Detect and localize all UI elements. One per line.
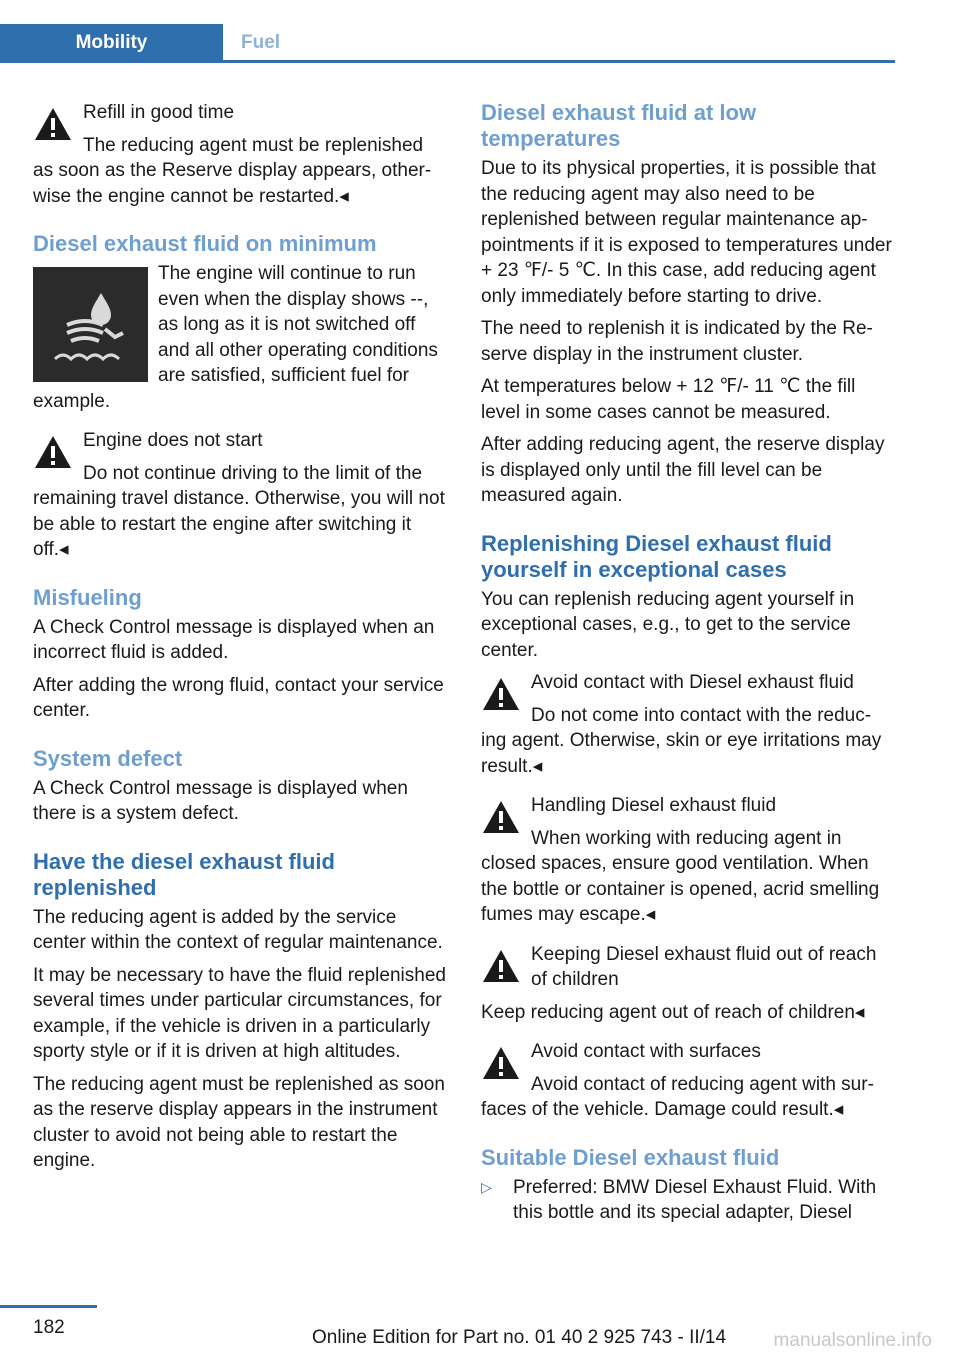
warning-body: Avoid contact of reducing agent with sur- — [531, 1073, 874, 1095]
paragraph: You can replenish reducing agent yourself in exceptional cases, e.g., to get to the service center. — [481, 588, 855, 661]
page-number: 182 — [33, 1317, 65, 1338]
paragraph: After adding the wrong fluid, contact your service center. — [33, 674, 444, 721]
list-item-text: Preferred: BMW Diesel Exhaust Fluid. With this bottle and its special adapter, Diesel — [513, 1176, 877, 1223]
warning-triangle-icon — [481, 1045, 521, 1081]
warning-title: Avoid contact with surfaces — [531, 1041, 761, 1062]
warning-avoid-contact — [481, 670, 895, 779]
warning-body-rest: remaining travel distance. Otherwise, you will not be able to restart the engine after switching it off.◂ — [33, 488, 445, 560]
warning-body: When working with reducing agent in — [531, 827, 842, 849]
warning-children — [481, 942, 895, 1026]
edition-note: Online Edition for Part no. 01 40 2 925 743 - II/14 — [312, 1327, 727, 1348]
warning-triangle-icon — [33, 434, 73, 470]
warning-title: Engine does not start — [83, 430, 263, 451]
warning-body-rest: closed spaces, ensure good ventilation. When the bottle or container is opened, acrid smelling fumes may escape.◂ — [481, 853, 880, 925]
warning-body: Do not continue driving to the limit of the — [83, 462, 423, 484]
paragraph: The reducing agent must be replenished as soon as the reserve display appears in the instrument cluster to avoid not being able to restart the engine. — [33, 1073, 445, 1171]
paragraph: After adding reducing agent, the reserve display is displayed only until the fill level can be measured again. — [481, 434, 885, 506]
warning-body-rest: ing agent. Otherwise, skin or eye irritations may result.◂ — [481, 730, 882, 777]
warning-surfaces — [481, 1039, 895, 1123]
warning-triangle-icon — [481, 799, 521, 835]
paragraph: The need to replenish it is indicated by the Reserve display in the instrument cluster. — [481, 318, 873, 365]
section-heading-misfueling: Misfueling — [33, 584, 142, 610]
tab-mobility[interactable]: Mobility — [0, 24, 223, 60]
warning-triangle-icon — [481, 948, 521, 984]
warning-triangle-icon — [481, 676, 521, 712]
bullet-arrow-icon: ▷ — [481, 1178, 492, 1195]
watermark: manualsonline.info — [773, 1330, 932, 1351]
paragraph: A Check Control message is displayed when an incorrect fluid is added. — [33, 616, 435, 663]
paragraph: Due to its physical properties, it is possible that the reducing agent may also need to be replenished between regular maintenance appointments if it is exposed to temperatures under + 23 ℉/- 5 ℃. In this case, add reducing agent only immediately before starting to drive. — [481, 158, 892, 307]
paragraph: At temperatures below + 12 ℉/- 11 ℃ the fill level in some cases cannot be measured. — [481, 376, 856, 423]
warning-refill — [33, 100, 447, 209]
left-column — [33, 100, 447, 1181]
warning-title: Refill in good time — [83, 102, 235, 123]
diesel-exhaust-fluid-symbol-icon — [33, 267, 148, 382]
warning-triangle-icon — [33, 106, 73, 142]
warning-title: Avoid contact with Diesel exhaust fluid — [531, 672, 854, 693]
section-heading-replenish-yourself: Replenishing Diesel exhaust fluid yourself in exceptional cases — [481, 530, 832, 582]
tab-fuel[interactable]: Fuel — [241, 32, 281, 53]
warning-body: The reducing agent must be replenished — [83, 134, 424, 156]
section-heading-replenished: Have the diesel exhaust fluid replenished — [33, 848, 335, 900]
list-item — [481, 1175, 895, 1226]
right-column — [481, 100, 895, 1226]
section-heading-minimum: Diesel exhaust fluid on minimum — [33, 231, 377, 256]
header-rule — [0, 60, 895, 63]
paragraph: It may be necessary to have the fluid replenished several times under particular circumstances, for example, if the vehicle is driven in a particularly sporty style or if it is driven at high altitudes. — [33, 964, 446, 1062]
warning-handling — [481, 793, 895, 928]
warning-title: Keeping Diesel exhaust fluid out of reach of children — [531, 943, 877, 990]
warning-engine-start — [33, 428, 447, 563]
warning-body: Do not come into contact with the reduc- — [531, 704, 872, 726]
paragraph: The reducing agent is added by the service center within the context of regular maintenance. — [33, 906, 443, 953]
section-heading-suitable: Suitable Diesel exhaust fluid — [481, 1144, 780, 1170]
warning-title: Handling Diesel exhaust fluid — [531, 795, 777, 816]
section-heading-low-temperatures: Diesel exhaust fluid at low temperatures — [481, 100, 757, 151]
minimum-block — [33, 261, 447, 414]
minimum-text: The engine will continue to run even when the display shows --, as long as it is not switched off and all other operating conditions are satisfied, sufficient fuel for example. — [33, 263, 438, 412]
warning-body-rest: faces of the vehicle. Damage could result.◂ — [481, 1099, 844, 1120]
warning-body-rest: Keep reducing agent out of reach of children◂ — [481, 1001, 865, 1023]
section-heading-system-defect: System defect — [33, 745, 183, 771]
footer-rule — [0, 1305, 97, 1308]
paragraph: A Check Control message is displayed when there is a system defect. — [33, 777, 408, 824]
warning-body-rest: as soon as the Reserve display appears, otherwise the engine cannot be restarted.◂ — [33, 160, 432, 207]
